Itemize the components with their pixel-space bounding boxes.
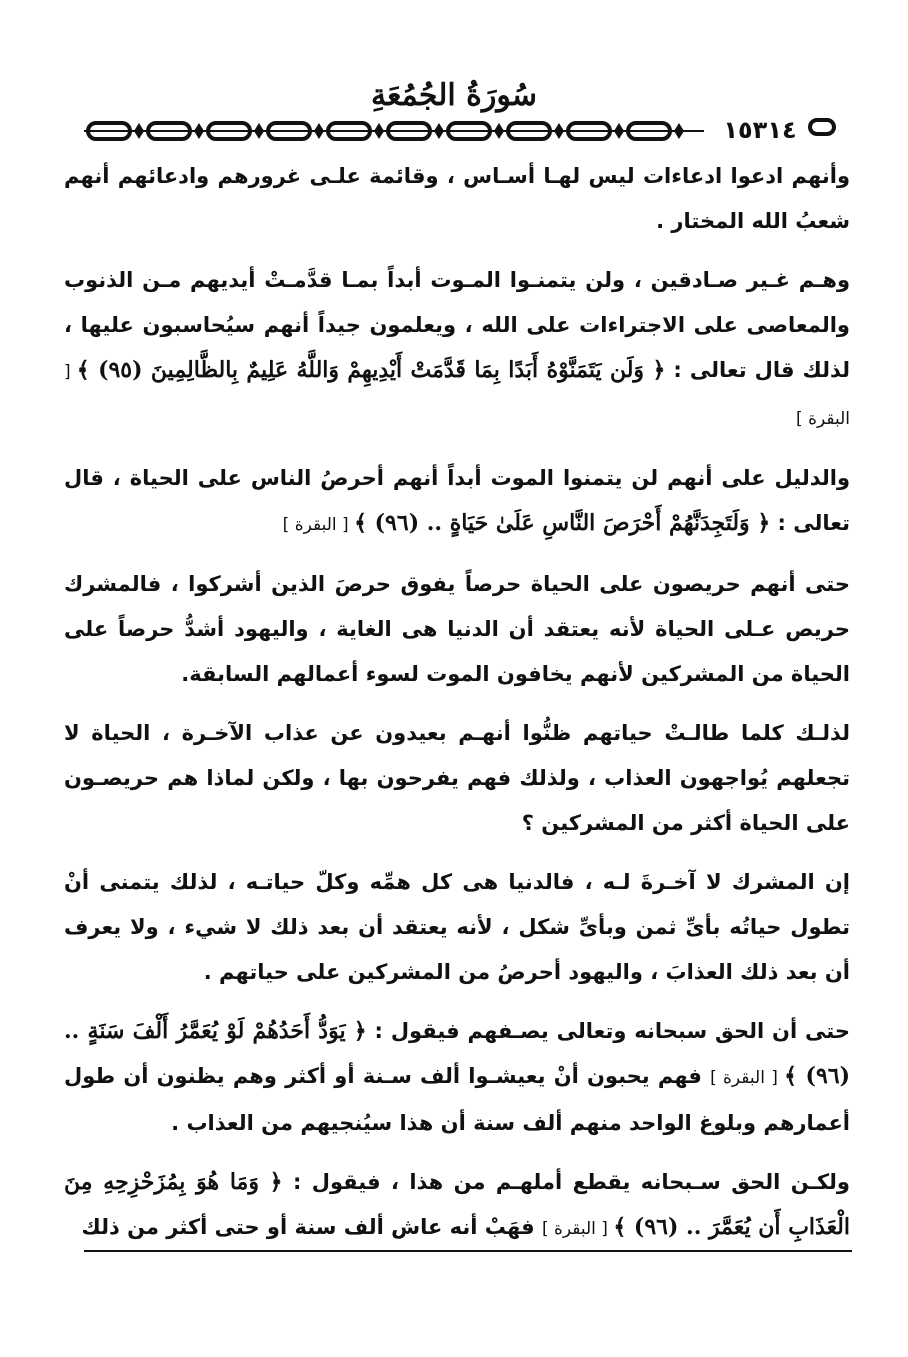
page-number-ornament bbox=[808, 118, 836, 136]
page-body bbox=[64, 154, 850, 1266]
quran-verse: ﴿ وَلَتَجِدَنَّهُمْ أَحْرَصَ النَّاسِ عَلَىٰ حَيَاةٍ .. (٩٦) ﴾ bbox=[354, 510, 771, 536]
paragraph-text: حتى أن الحق سبحانه وتعالى يصـفهم فيقول : bbox=[366, 1019, 851, 1043]
paragraph bbox=[64, 1160, 850, 1252]
verse-reference: [ البقرة ] bbox=[710, 1068, 785, 1088]
paragraph-text: والدليل على أنهم لن يتمنوا الموت أبداً أنهم أحرصُ الناس على الحياة ، قال تعالى : bbox=[64, 466, 850, 535]
verse-reference: [ البقرة ] bbox=[64, 362, 850, 429]
paragraph-text: وأنهم ادعوا ادعاءات ليس لهـا أسـاس ، وقائمة علـى غرورهم وادعائهم أنهم شعبُ الله المختار . bbox=[64, 164, 850, 233]
quran-verse: ﴿ وَمَا هُوَ بِمُزَحْزِحِهِ مِنَ الْعَذَابِ أَن يُعَمَّرَ .. (٩٦) ﴾ bbox=[64, 1169, 850, 1240]
surah-title: سُورَةُ الجُمُعَةِ bbox=[370, 78, 538, 113]
paragraph bbox=[64, 711, 850, 846]
paragraph bbox=[64, 860, 850, 995]
paragraph-text: حتى أنهم حريصون على الحياة حرصاً يفوق حرصَ الذين أشركوا ، فالمشرك حريص عـلى الحياة لأنه يعتقد أن الدنيا هى الغاية ، واليهود أشدُّ حرصاً على الحياة من المشركين لأنهم يخافون الموت لسوء أعمالهم السابقة. bbox=[64, 572, 850, 686]
paragraph-text: وهـم غـير صـادقين ، ولن يتمنـوا المـوت أبداً بمـا قدَّمـتْ أيديهم مـن الذنوب والمعاصى على الاجتراءات على الله ، ويعلمون جيداً أنهم سيُحاسبون عليها ، لذلك قال تعالى : bbox=[64, 268, 850, 382]
page-number: ١٥٣١٤ bbox=[723, 116, 797, 144]
paragraph-text-continued: فهَبْ أنه عاش ألف سنة أو حتى أكثر من ذلك bbox=[81, 1215, 542, 1239]
paragraph bbox=[64, 154, 850, 244]
header-ornament bbox=[84, 118, 812, 144]
verse-reference: [ البقرة ] bbox=[541, 1219, 614, 1239]
quran-verse: ﴿ وَلَن يَتَمَنَّوْهُ أَبَدًا بِمَا قَدَّمَتْ أَيْدِيهِمْ وَاللَّهُ عَلِيمٌ بِالظَّالِمِينَ (٩٥) ﴾ bbox=[76, 357, 666, 383]
paragraph-text-continued: فهم يحبون أنْ يعيشـوا ألف سـنة أو أكثر وهم يظنون أن طول أعمارهم وبلوغ الواحد منهم ألف سنة أن هذا سيُنجيهم من العذاب . bbox=[64, 1064, 850, 1135]
footer-rule bbox=[84, 1250, 852, 1252]
paragraph bbox=[64, 1009, 850, 1146]
paragraph bbox=[64, 562, 850, 697]
paragraph-text: إن المشرك لا آخـرةَ لـه ، فالدنيا هى كل همِّه وكلّ حياتـه ، لذلك يتمنى أنْ تطول حياتُه بأىِّ ثمن وبأىِّ شكل ، لأنه يعتقد أن بعد ذلك لا شيء ، ولا يعرف أن بعد ذلك العذابَ ، واليهود أحرصُ من المشركين على حياتهم . bbox=[64, 870, 850, 984]
paragraph bbox=[64, 258, 850, 442]
paragraph-text: لذلـك كلما طالـتْ حياتهم ظنُّوا أنهـم بعيدون عن عذاب الآخـرة ، الحياة لا تجعلهم يُواجهون العذاب ، ولذلك فهم يفرحون بها ، ولكن لماذا هم حريصـون على الحياة أكثر من المشركين ؟ bbox=[64, 721, 850, 835]
quran-verse: ﴿ يَوَدُّ أَحَدُهُمْ لَوْ يُعَمَّرُ أَلْفَ سَنَةٍ .. (٩٦) ﴾ bbox=[64, 1018, 850, 1089]
paragraph-text: ولكـن الحق سـبحانه يقطع أملهـم من هذا ، فيقول : bbox=[282, 1170, 850, 1194]
verse-reference: [ البقرة ] bbox=[282, 515, 355, 535]
paragraph bbox=[64, 456, 850, 548]
